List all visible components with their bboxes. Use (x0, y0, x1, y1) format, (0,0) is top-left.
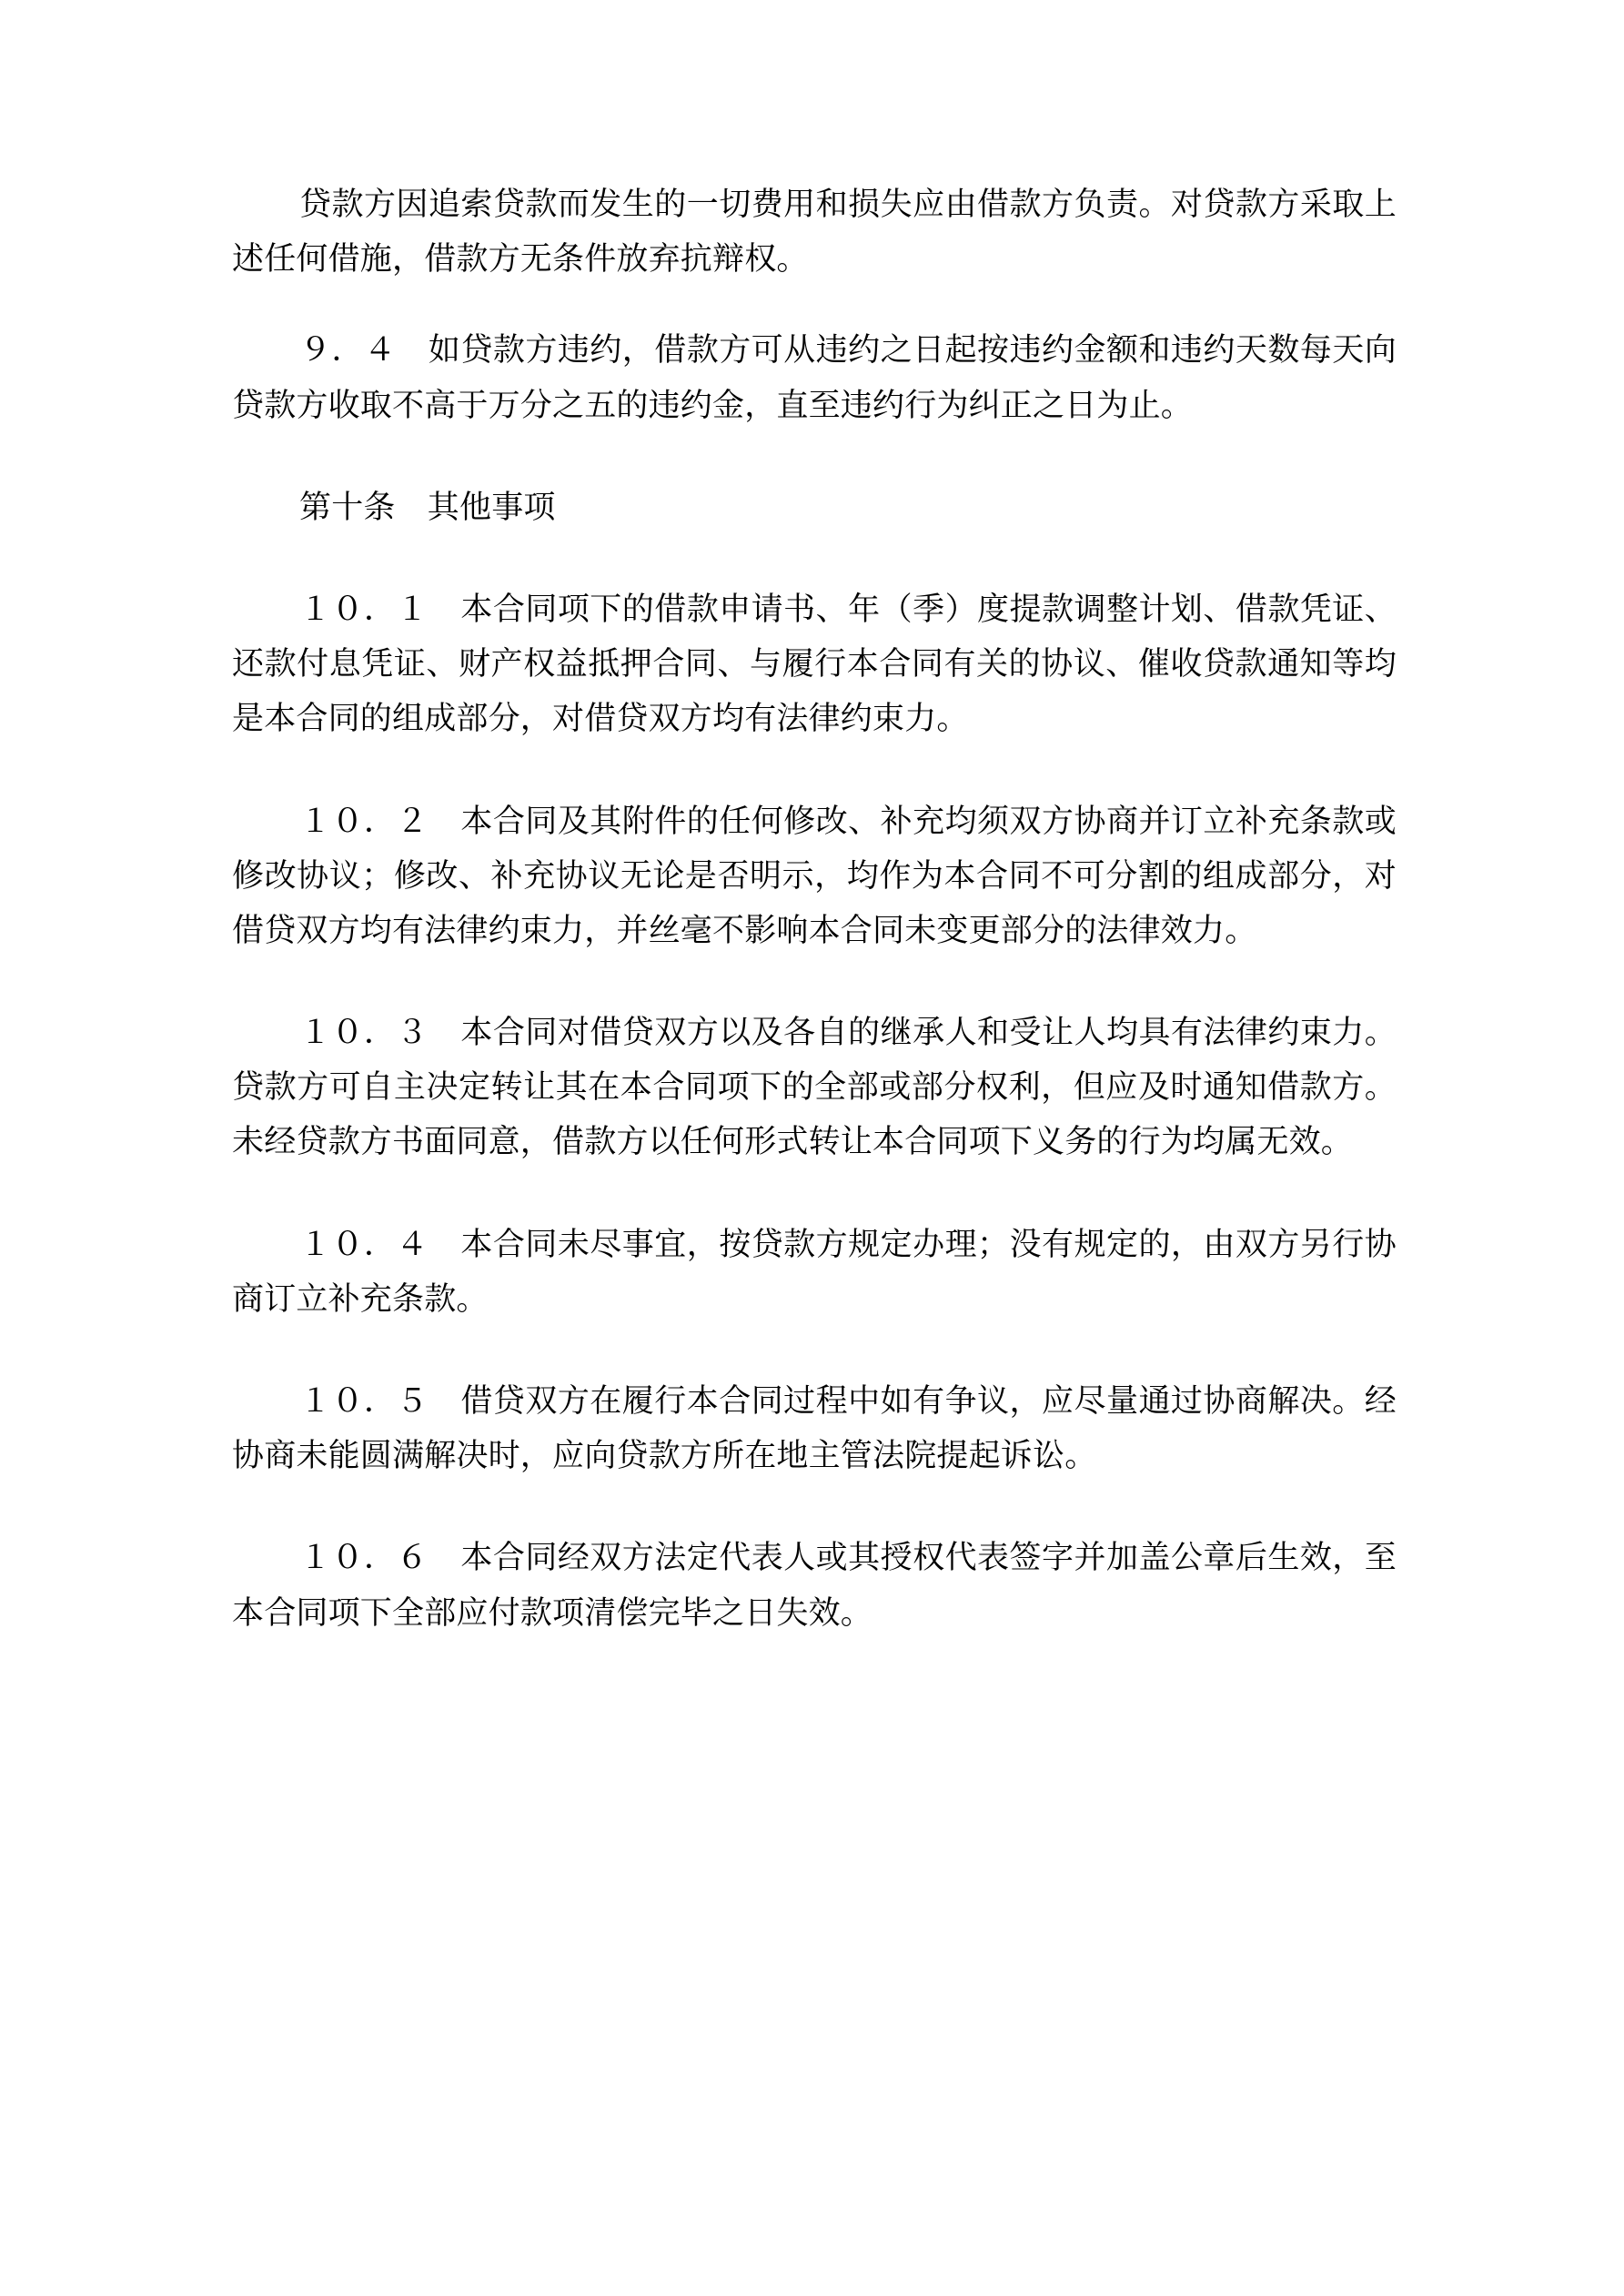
section-heading-article-10: 第十条 其他事项 (299, 489, 556, 526)
paragraph-10-3: １０．３ 本合同对借贷双方以及各自的继承人和受让人均具有法律约束力。贷款方可自主决定转让其在本合同项下的全部或部分权利，但应及时通知借款方。未经贷款方书面同意，借款方以任何形式转让本合同项下义务的行为均属无效。 (232, 1015, 1397, 1161)
paragraph-10-4: １０．４ 本合同未尽事宜，按贷款方规定办理；没有规定的，由双方另行协商订立补充条款。 (232, 1226, 1397, 1318)
paragraph-10-5: １０．５ 借贷双方在履行本合同过程中如有争议，应尽量通过协商解决。经协商未能圆满解决时，应向贷款方所在地主管法院提起诉讼。 (232, 1383, 1397, 1475)
paragraph-9-3-continuation: 贷款方因追索贷款而发生的一切费用和损失应由借款方负责。对贷款方采取上述任何借施，借款方无条件放弃抗辩权。 (232, 187, 1397, 278)
paragraph-10-1: １０．１ 本合同项下的借款申请书、年（季）度提款调整计划、借款凭证、还款付息凭证、财产权益抵押合同、与履行本合同有关的协议、催收贷款通知等均是本合同的组成部分，对借贷双方均有法律约束力。 (232, 591, 1397, 738)
paragraph-10-6: １０．６ 本合同经双方法定代表人或其授权代表签字并加盖公章后生效，至本合同项下全部应付款项清偿完毕之日失效。 (232, 1540, 1397, 1632)
paragraph-10-2: １０．２ 本合同及其附件的任何修改、补充均须双方协商并订立补充条款或修改协议；修改、补充协议无论是否明示，均作为本合同不可分割的组成部分，对借贷双方均有法律约束力，并丝毫不影响本合同未变更部分的法律效力。 (232, 803, 1397, 949)
paragraph-9-4: ９．４ 如贷款方违约，借款方可从违约之日起按违约金额和违约天数每天向贷款方收取不高于万分之五的违约金，直至违约行为纠正之日为止。 (232, 332, 1397, 424)
